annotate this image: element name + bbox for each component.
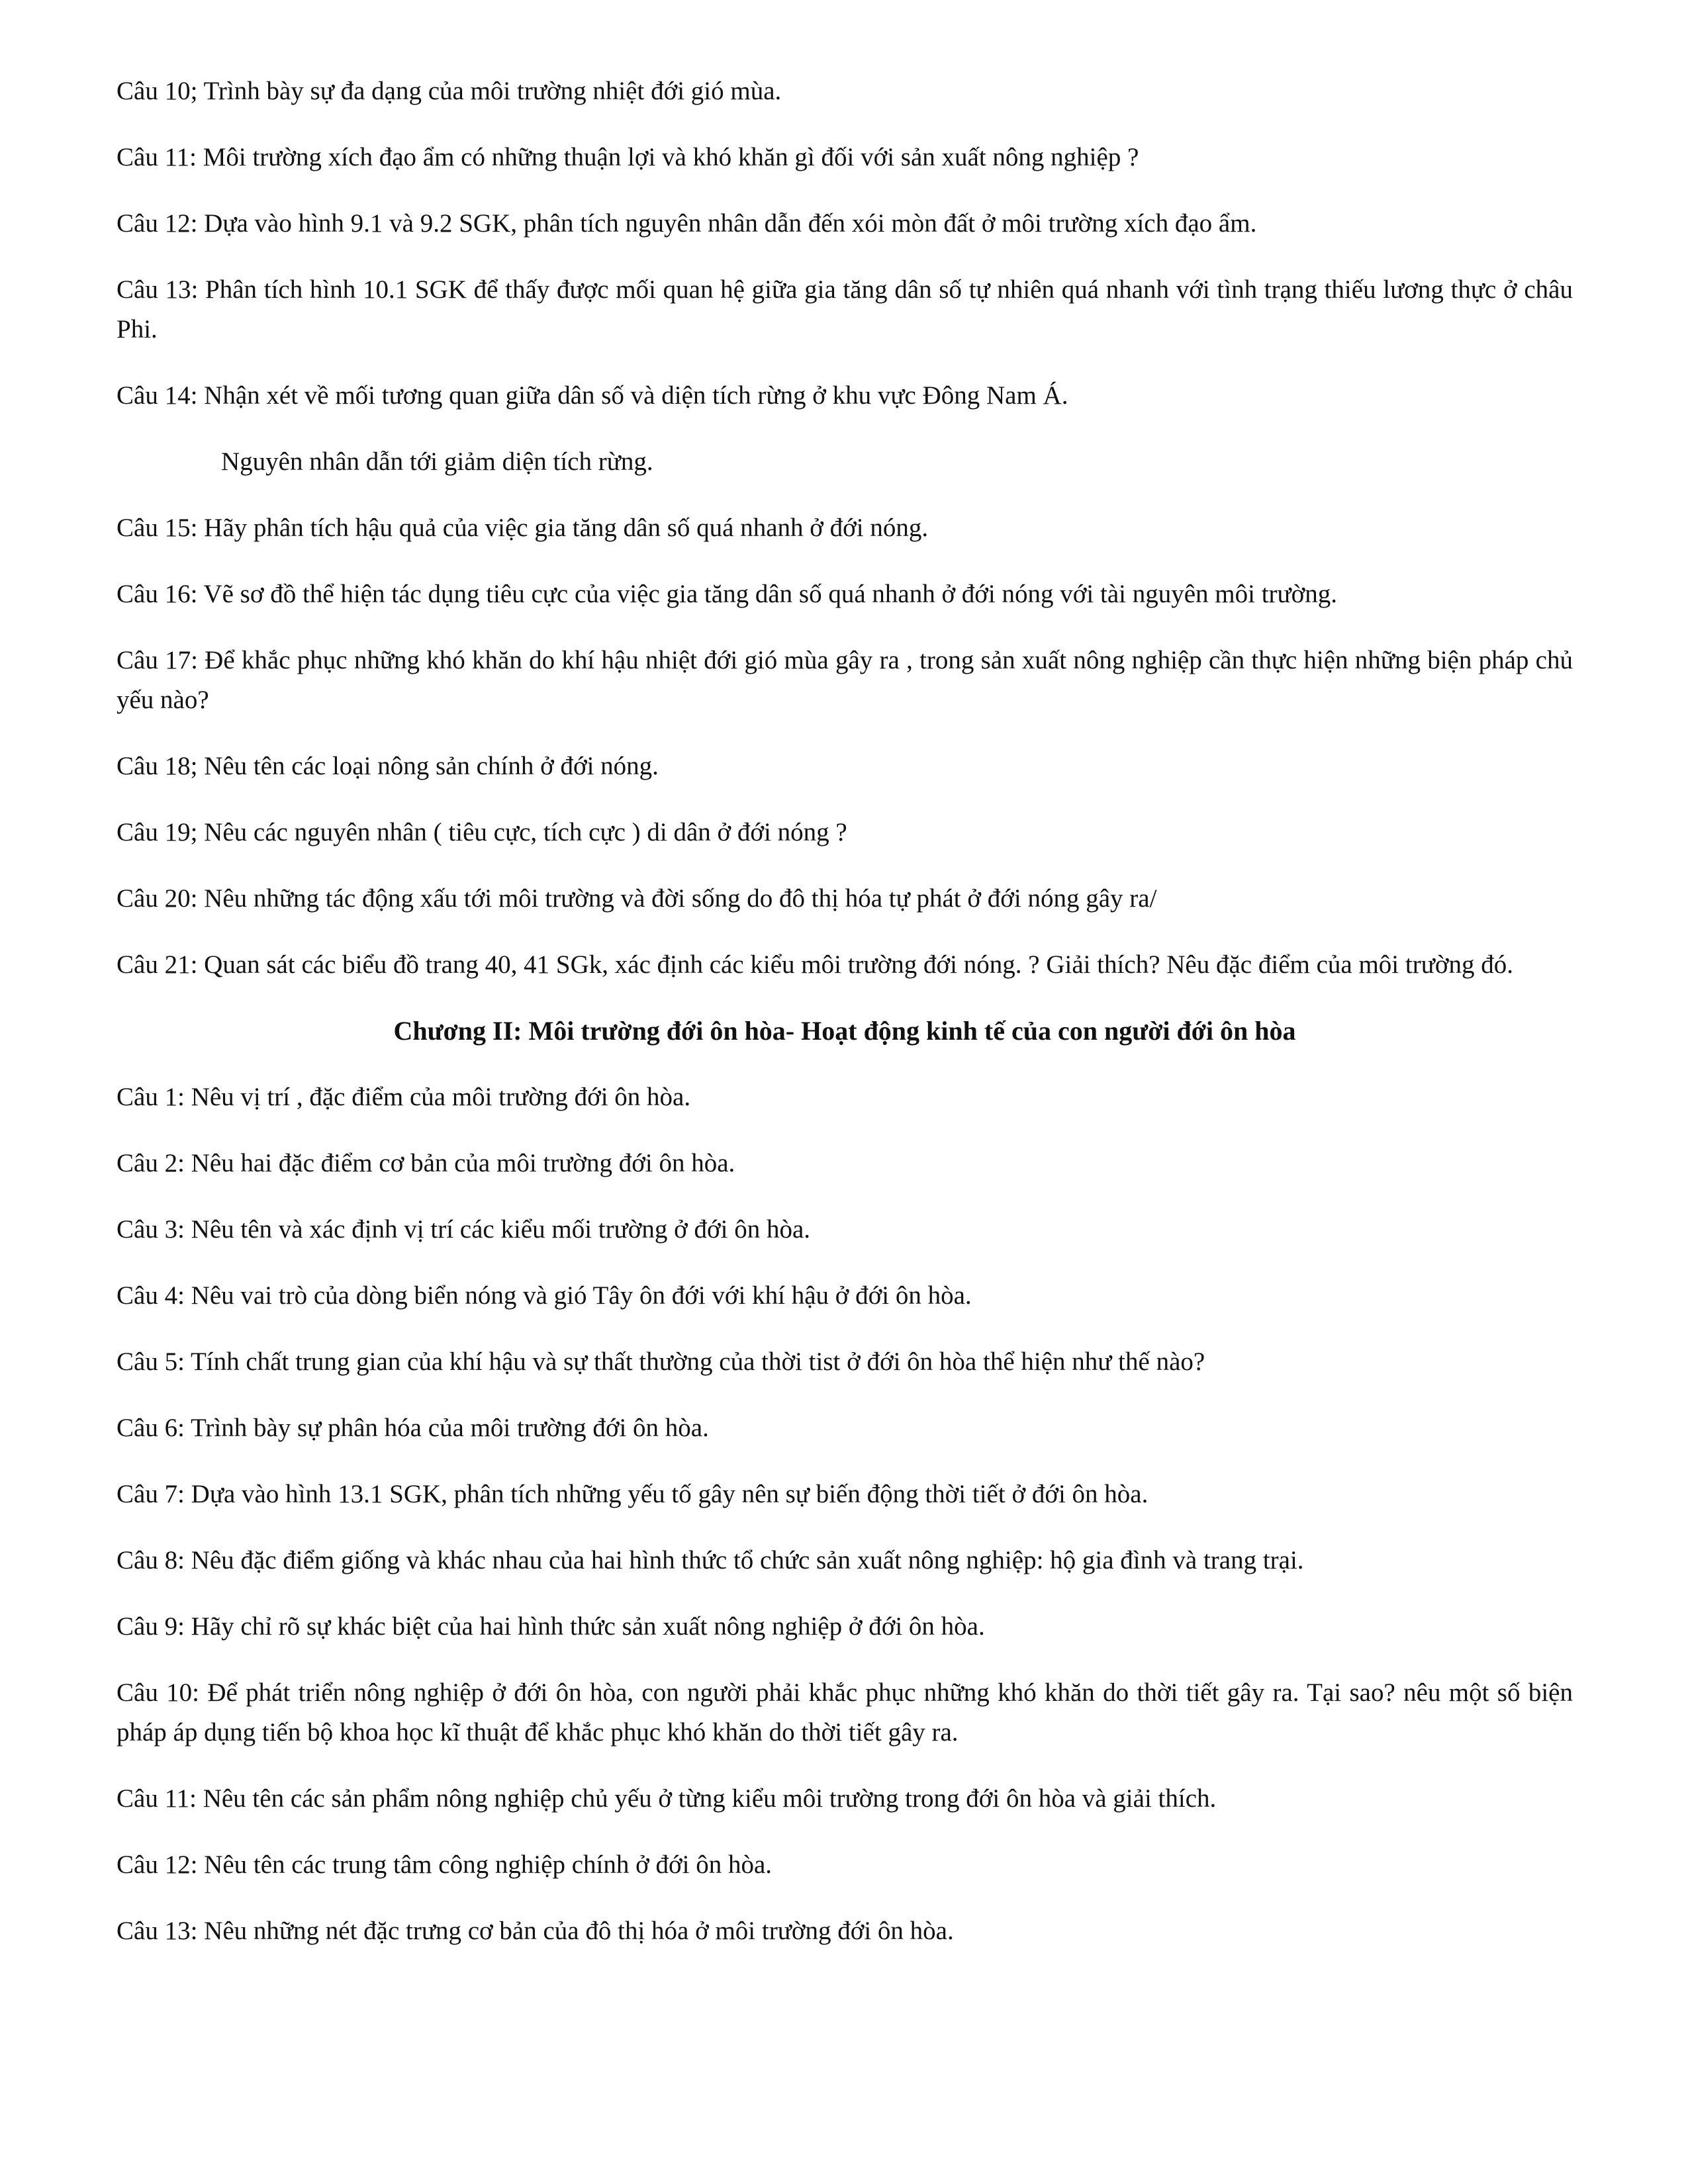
question-10: Câu 10; Trình bày sự đa dạng của môi trường nhiệt đới gió mùa. [117, 77, 782, 105]
document-page [117, 71, 1573, 1978]
question-17: Câu 17: Để khắc phục những khó khăn do khí hậu nhiệt đới gió mùa gây ra , trong sản xuất nông nghiệp cần thực hiện những biện pháp chủ yếu nào? [117, 646, 1573, 714]
ch2-question-8: Câu 8: Nêu đặc điểm giống và khác nhau của hai hình thức tổ chức sản xuất nông nghiệp: hộ gia đình và trang trại. [117, 1546, 1304, 1574]
ch2-question-6: Câu 6: Trình bày sự phân hóa của môi trường đới ôn hòa. [117, 1414, 709, 1442]
question-13: Câu 13: Phân tích hình 10.1 SGK để thấy được mối quan hệ giữa gia tăng dân số tự nhiên quá nhanh với tình trạng thiếu lương thực ở châu Phi. [117, 275, 1573, 343]
ch2-question-11: Câu 11: Nêu tên các sản phẩm nông nghiệp chủ yếu ở từng kiểu môi trường trong đới ôn hòa và giải thích. [117, 1784, 1217, 1813]
question-12: Câu 12: Dựa vào hình 9.1 và 9.2 SGK, phân tích nguyên nhân dẫn đến xói mòn đất ở môi trường xích đạo ẩm. [117, 209, 1257, 238]
question-11: Câu 11: Môi trường xích đạo ẩm có những thuận lợi và khó khăn gì đối với sản xuất nông nghiệp ? [117, 143, 1139, 171]
question-19: Câu 19; Nêu các nguyên nhân ( tiêu cực, tích cực ) di dân ở đới nóng ? [117, 818, 847, 846]
question-14: Câu 14: Nhận xét về mối tương quan giữa dân số và diện tích rừng ở khu vực Đông Nam Á. [117, 381, 1068, 410]
chapter-heading: Chương II: Môi trường đới ôn hòa- Hoạt động kinh tế của con người đới ôn hòa [393, 1016, 1296, 1046]
ch2-question-2: Câu 2: Nêu hai đặc điểm cơ bản của môi trường đới ôn hòa. [117, 1149, 735, 1177]
ch2-question-1: Câu 1: Nêu vị trí , đặc điểm của môi trường đới ôn hòa. [117, 1083, 691, 1111]
question-20: Câu 20: Nêu những tác động xấu tới môi trường và đời sống do đô thị hóa tự phát ở đới nóng gây ra/ [117, 884, 1157, 913]
ch2-question-9: Câu 9: Hãy chỉ rõ sự khác biệt của hai hình thức sản xuất nông nghiệp ở đới ôn hòa. [117, 1612, 985, 1641]
ch2-question-5: Câu 5: Tính chất trung gian của khí hậu và sự thất thường của thời tist ở đới ôn hòa thể hiện như thế nào? [117, 1347, 1205, 1376]
ch2-question-12: Câu 12: Nêu tên các trung tâm công nghiệp chính ở đới ôn hòa. [117, 1850, 773, 1879]
question-21: Câu 21: Quan sát các biểu đồ trang 40, 41 SGk, xác định các kiểu môi trường đới nóng. ? Giải thích? Nêu đặc điểm của môi trường đó. [117, 950, 1513, 979]
ch2-question-10: Câu 10: Để phát triển nông nghiệp ở đới ôn hòa, con người phải khắc phục những khó khăn do thời tiết gây ra. Tại sao? nêu một số biện pháp áp dụng tiến bộ khoa học kĩ thuật để khắc phục khó khăn do thời tiết gây ra. [117, 1678, 1573, 1747]
question-16: Câu 16: Vẽ sơ đồ thể hiện tác dụng tiêu cực của việc gia tăng dân số quá nhanh ở đới nóng với tài nguyên môi trường. [117, 580, 1338, 608]
question-15: Câu 15: Hãy phân tích hậu quả của việc gia tăng dân số quá nhanh ở đới nóng. [117, 514, 929, 542]
question-14-followup: Nguyên nhân dẫn tới giảm diện tích rừng. [221, 447, 653, 476]
ch2-question-4: Câu 4: Nêu vai trò của dòng biển nóng và gió Tây ôn đới với khí hậu ở đới ôn hòa. [117, 1281, 972, 1310]
ch2-question-13: Câu 13: Nêu những nét đặc trưng cơ bản của đô thị hóa ở môi trường đới ôn hòa. [117, 1917, 954, 1945]
ch2-question-7: Câu 7: Dựa vào hình 13.1 SGK, phân tích những yếu tố gây nên sự biến động thời tiết ở đới ôn hòa. [117, 1480, 1149, 1508]
question-18: Câu 18; Nêu tên các loại nông sản chính ở đới nóng. [117, 752, 659, 780]
ch2-question-3: Câu 3: Nêu tên và xác định vị trí các kiểu mối trường ở đới ôn hòa. [117, 1215, 811, 1244]
